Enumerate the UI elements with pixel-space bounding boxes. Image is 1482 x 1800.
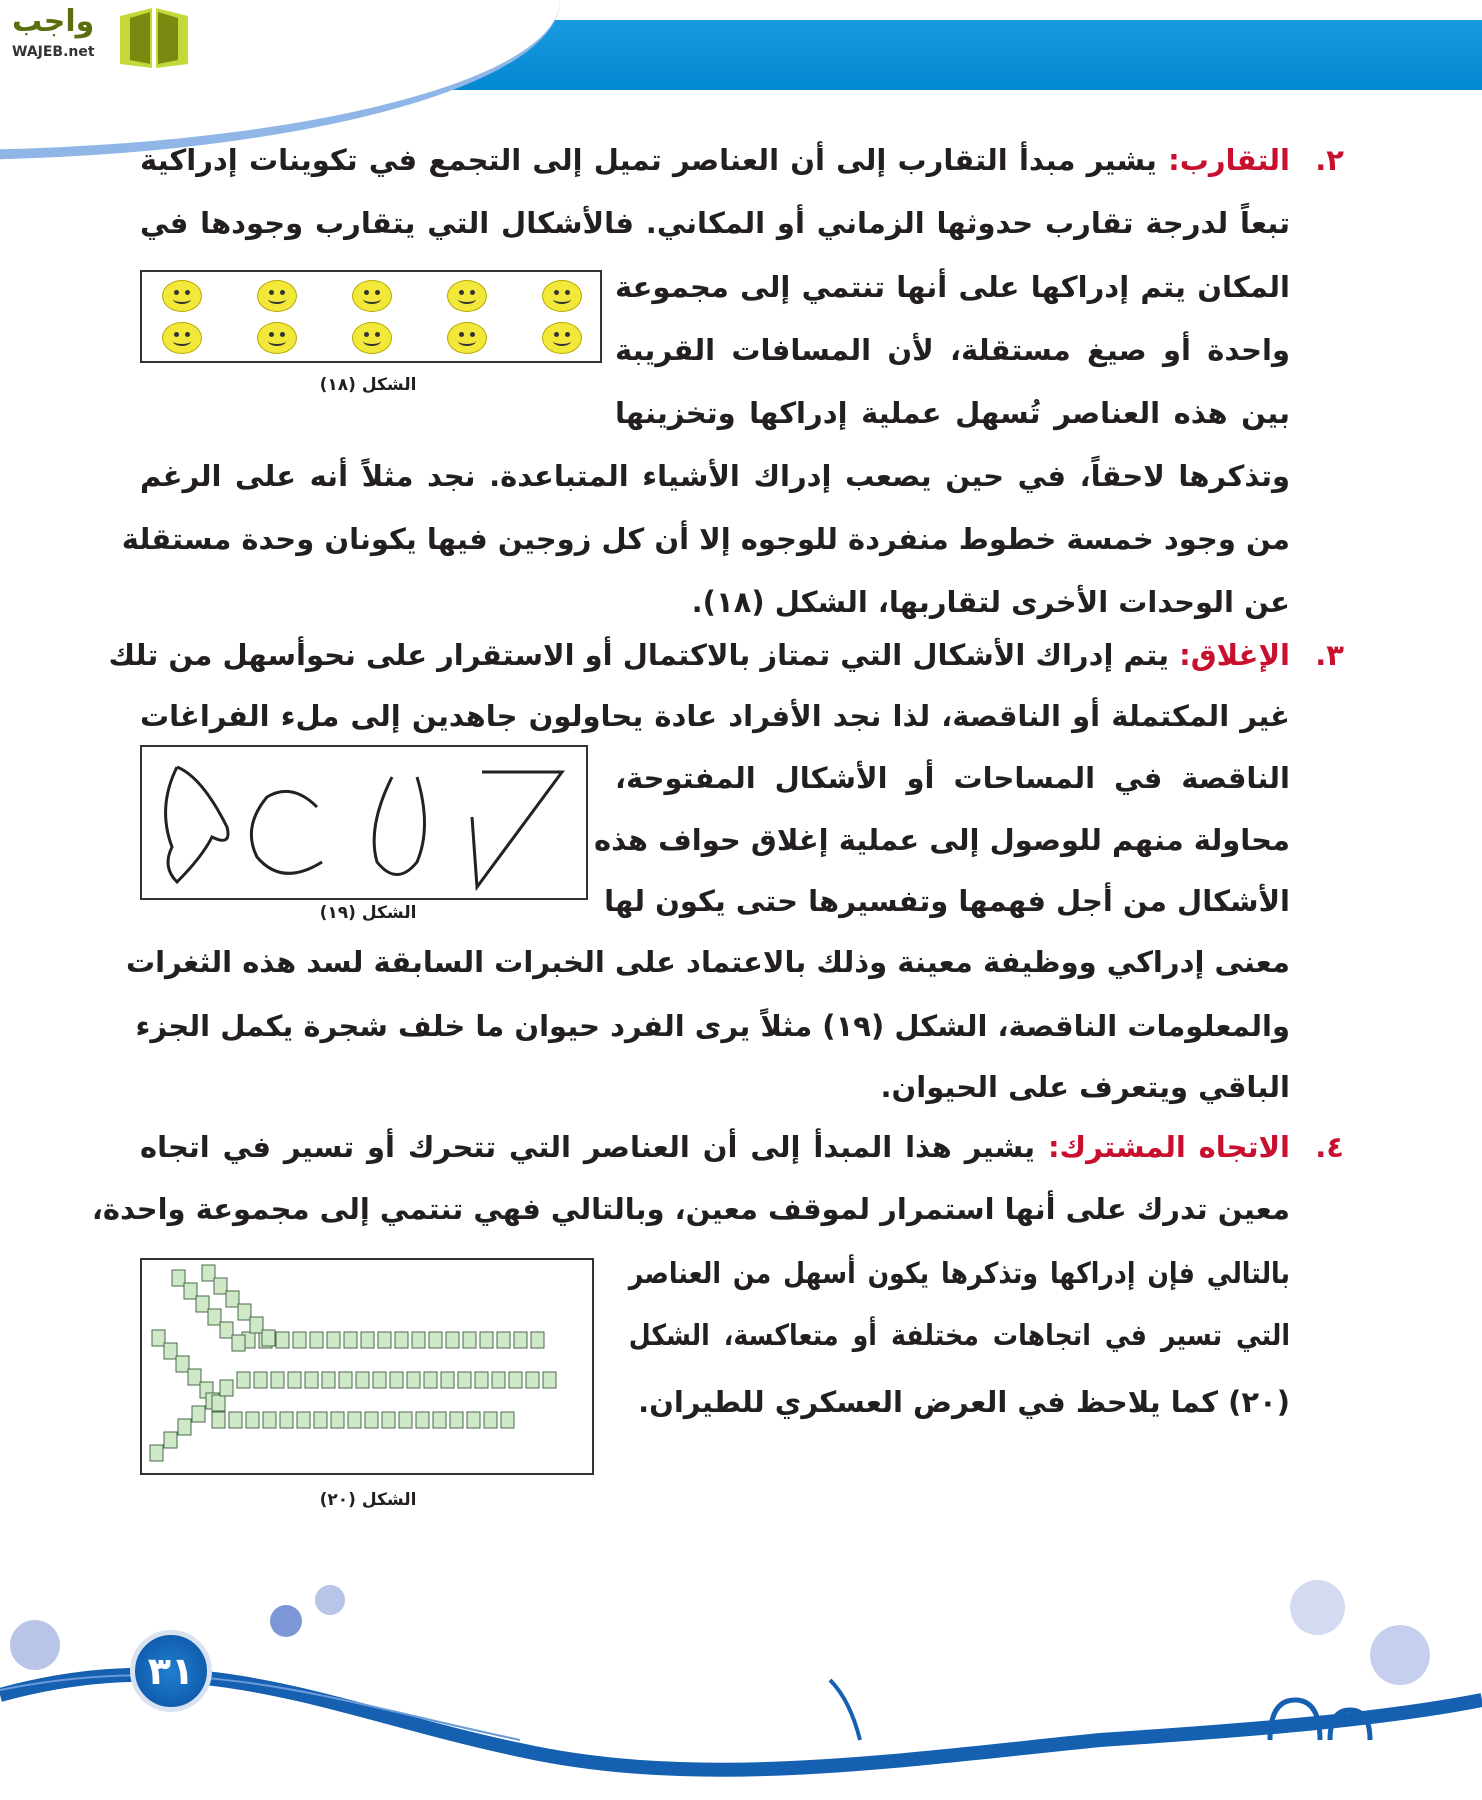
cube-mark <box>509 1372 522 1388</box>
section-3-line: والمعلومات الناقصة، الشكل (١٩) مثلاً يرى الفرد حيوان ما خلف شجرة يكمل الجزء <box>135 1009 1290 1043</box>
section-4-line: (٢٠) كما يلاحظ في العرض العسكري للطيران. <box>638 1385 1290 1419</box>
section-3-line: الناقصة في المساحات أو الأشكال المفتوحة، <box>615 761 1290 795</box>
page-number: ٣١ <box>130 1630 212 1712</box>
cube-mark <box>395 1332 408 1348</box>
cube-mark <box>220 1322 233 1338</box>
bubble-decoration <box>10 1620 60 1670</box>
cube-mark <box>305 1372 318 1388</box>
cube-mark <box>399 1412 412 1428</box>
figure-19-caption: الشكل (١٩) <box>319 903 417 923</box>
section-2-line: عن الوحدات الأخرى لتقاربها، الشكل (١٨). <box>691 585 1290 619</box>
cube-mark <box>501 1412 514 1428</box>
section-2-line: المكان يتم إدراكها على أنها تنتمي إلى مجموعة <box>615 270 1290 304</box>
smiley-face-icon <box>162 280 202 312</box>
cube-mark <box>475 1372 488 1388</box>
section-4-line: معين تدرك على أنها استمرار لموقف معين، وبالتالي فهي تنتمي إلى مجموعة واحدة، <box>91 1192 1290 1226</box>
cube-mark <box>288 1372 301 1388</box>
cube-mark <box>212 1412 225 1428</box>
cube-mark <box>365 1412 378 1428</box>
cube-mark <box>226 1291 239 1307</box>
cube-mark <box>262 1330 275 1346</box>
cube-mark <box>327 1332 340 1348</box>
section-3-line <box>108 633 1290 677</box>
smiley-face-icon <box>352 322 392 354</box>
section-3-term: الإغلاق: <box>1179 638 1290 672</box>
cube-mark <box>416 1412 429 1428</box>
logo-latin: WAJEB.net <box>12 44 95 60</box>
cube-mark <box>441 1372 454 1388</box>
cube-mark <box>293 1332 306 1348</box>
section-2-number: ٢. <box>1315 143 1344 177</box>
cube-mark <box>250 1317 263 1333</box>
cube-mark <box>214 1278 227 1294</box>
cube-mark <box>373 1372 386 1388</box>
cube-mark <box>232 1335 245 1351</box>
text: يشير مبدأ التقارب إلى أن العناصر تميل إلى التجمع في تكوينات إدراكية <box>140 143 1157 177</box>
cube-mark <box>271 1372 284 1388</box>
text: يتم إدراك الأشكال التي تمتاز بالاكتمال أو الاستقرار على نحوأسهل من تلك <box>108 638 1169 672</box>
book-icon <box>116 8 192 68</box>
cube-mark <box>276 1332 289 1348</box>
cube-mark <box>514 1332 527 1348</box>
cube-mark <box>314 1412 327 1428</box>
cube-mark <box>254 1372 267 1388</box>
cube-mark <box>220 1380 233 1396</box>
cube-mark <box>446 1332 459 1348</box>
cube-mark <box>280 1412 293 1428</box>
cube-mark <box>176 1356 189 1372</box>
section-2-line: من وجود خمسة خطوط منفردة للوجوه إلا أن كل زوجين فيها يكونان وحدة مستقلة <box>121 522 1290 556</box>
section-2-line: وتذكرها لاحقاً، في حين يصعب إدراك الأشياء المتباعدة. نجد مثلاً أنه على الرغم <box>140 459 1290 493</box>
bubble-decoration <box>315 1585 345 1615</box>
smiley-face-icon <box>257 280 297 312</box>
cube-mark <box>178 1419 191 1435</box>
cube-mark <box>467 1412 480 1428</box>
smiley-face-icon <box>542 322 582 354</box>
cube-mark <box>378 1332 391 1348</box>
figure-18-caption: الشكل (١٨) <box>319 375 417 395</box>
cube-mark <box>361 1332 374 1348</box>
bubble-decoration <box>270 1605 302 1637</box>
cube-mark <box>458 1372 471 1388</box>
section-2-line: واحدة أو صيغ مستقلة، لأن المسافات القريبة <box>615 333 1290 367</box>
cube-mark <box>450 1412 463 1428</box>
cube-mark <box>463 1332 476 1348</box>
cube-mark <box>164 1343 177 1359</box>
cube-mark <box>331 1412 344 1428</box>
cube-mark <box>433 1412 446 1428</box>
section-3-line: غير المكتملة أو الناقصة، لذا نجد الأفراد عادة يحاولون جاهدين إلى ملء الفراغات <box>140 699 1290 733</box>
cube-mark <box>310 1332 323 1348</box>
text: يشير هذا المبدأ إلى أن العناصر التي تتحرك أو تسير في اتجاه <box>140 1130 1036 1164</box>
cube-mark <box>484 1412 497 1428</box>
section-4-number: ٤. <box>1315 1130 1344 1164</box>
cube-mark <box>429 1332 442 1348</box>
section-4-line: التي تسير في اتجاهات مختلفة أو متعاكسة، الشكل <box>628 1318 1290 1352</box>
figure-20-caption: الشكل (٢٠) <box>319 1490 417 1510</box>
cube-mark <box>263 1412 276 1428</box>
cube-mark <box>424 1372 437 1388</box>
section-3-number: ٣. <box>1315 638 1344 672</box>
cube-mark <box>480 1332 493 1348</box>
cube-mark <box>382 1412 395 1428</box>
cube-mark <box>322 1372 335 1388</box>
cube-mark <box>492 1372 505 1388</box>
cube-mark <box>188 1369 201 1385</box>
figure-18-smileys <box>140 270 602 363</box>
cube-mark <box>246 1412 259 1428</box>
cube-mark <box>297 1412 310 1428</box>
cube-mark <box>531 1332 544 1348</box>
cube-mark <box>172 1270 185 1286</box>
cube-mark <box>543 1372 556 1388</box>
smiley-face-icon <box>257 322 297 354</box>
section-4-term: الاتجاه المشترك: <box>1047 1130 1290 1164</box>
smiley-face-icon <box>352 280 392 312</box>
cube-mark <box>412 1332 425 1348</box>
smiley-face-icon <box>447 322 487 354</box>
footer-wave-decoration <box>0 1600 1482 1800</box>
smiley-face-icon <box>162 322 202 354</box>
smiley-face-icon <box>447 280 487 312</box>
cube-mark <box>238 1304 251 1320</box>
logo-arabic: واجب <box>12 4 95 39</box>
section-3-line: معنى إدراكي ووظيفة معينة وذلك بالاعتماد على الخبرات السابقة لسد هذه الثغرات <box>125 945 1290 979</box>
section-4-line <box>140 1125 1290 1169</box>
cube-mark <box>344 1332 357 1348</box>
cube-mark <box>212 1395 225 1411</box>
cube-mark <box>526 1372 539 1388</box>
cube-mark <box>229 1412 242 1428</box>
section-2-line: تبعاً لدرجة تقارب حدوثها الزماني أو المكاني. فالأشكال التي يتقارب وجودها في <box>140 206 1290 240</box>
section-2-line <box>140 138 1290 182</box>
section-4-line: بالتالي فإن إدراكها وتذكرها يكون أسهل من العناصر <box>628 1256 1290 1290</box>
cube-mark <box>497 1332 510 1348</box>
cube-mark <box>356 1372 369 1388</box>
cube-mark <box>348 1412 361 1428</box>
cube-mark <box>208 1309 221 1325</box>
smiley-face-icon <box>542 280 582 312</box>
section-2-term: التقارب: <box>1168 143 1290 177</box>
cube-mark <box>196 1296 209 1312</box>
cube-mark <box>150 1445 163 1461</box>
cube-mark <box>202 1265 215 1281</box>
cube-mark <box>339 1372 352 1388</box>
cube-mark <box>407 1372 420 1388</box>
cube-mark <box>237 1372 250 1388</box>
figure-20-direction-cubes <box>140 1258 594 1475</box>
bubble-decoration <box>1290 1580 1345 1635</box>
section-3-line: محاولة منهم للوصول إلى عملية إغلاق حواف هذه <box>594 823 1290 857</box>
cube-mark <box>184 1283 197 1299</box>
cube-mark <box>152 1330 165 1346</box>
bubble-decoration <box>1370 1625 1430 1685</box>
section-3-line: الأشكال من أجل فهمها وتفسيرها حتى يكون لها <box>604 884 1290 918</box>
cube-mark <box>192 1406 205 1422</box>
section-3-line: الباقي ويتعرف على الحيوان. <box>880 1070 1290 1104</box>
wajeb-logo[interactable] <box>8 4 188 66</box>
section-2-line: بين هذه العناصر تُسهل عملية إدراكها وتخزينها <box>615 396 1290 430</box>
figure-19-open-shapes <box>140 745 588 900</box>
cube-mark <box>164 1432 177 1448</box>
cube-mark <box>390 1372 403 1388</box>
